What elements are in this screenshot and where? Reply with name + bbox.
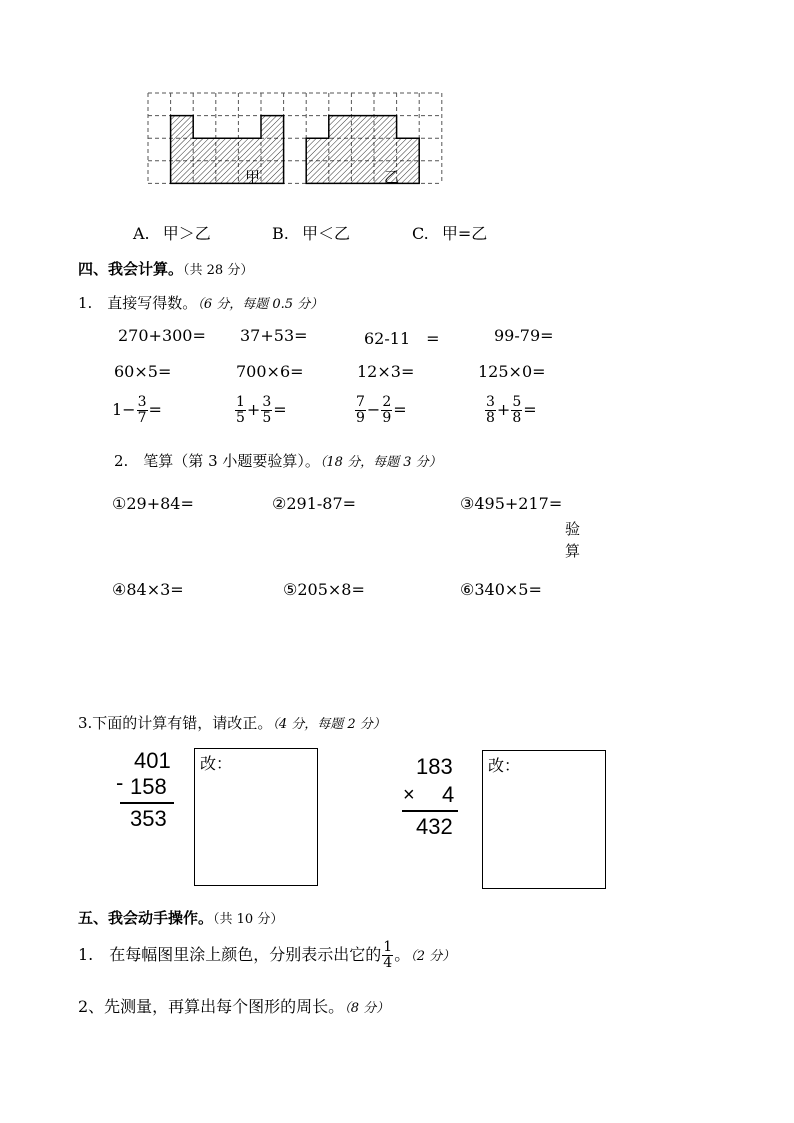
- fraction: [381, 395, 392, 426]
- s5-q2-note: （8 分）: [344, 1001, 390, 1016]
- area-comparison-figure: [140, 88, 450, 192]
- q3-heading: [78, 712, 386, 733]
- mental-1-4: 99-79=: [494, 326, 554, 345]
- mental-3-3: [354, 395, 407, 426]
- operator: −: [366, 400, 381, 419]
- section4-points: （共 28 分）: [183, 263, 254, 278]
- option-b-text: 甲＜乙: [301, 224, 350, 243]
- section5-title: 五、我会动手操作。: [78, 909, 214, 927]
- s5-q1-end: 。: [394, 945, 411, 964]
- mental-2-3: 12×3=: [357, 362, 415, 381]
- option-c-text: 甲=乙: [441, 224, 488, 243]
- option-a-letter: A.: [133, 224, 150, 243]
- wrong2-result: 432: [416, 814, 453, 839]
- mental-1-1: 270+300=: [118, 326, 206, 345]
- s5-q2-label: 2、先测量，再算出每个图形的周长。: [78, 997, 345, 1016]
- section5-points: （共 10 分）: [213, 912, 284, 927]
- numerator: 3: [486, 394, 495, 410]
- q1-label: 1. 直接写得数。: [78, 294, 198, 312]
- fix-box-1[interactable]: [194, 748, 318, 886]
- section5-heading: [78, 907, 283, 928]
- mental-2-4: 125×0=: [478, 362, 546, 381]
- mental-3-1: [112, 395, 162, 426]
- option-a-text: 甲＞乙: [162, 224, 211, 243]
- denominator: 7: [137, 410, 147, 426]
- s5-q1-note: （2 分）: [410, 949, 456, 964]
- fraction: [137, 395, 148, 426]
- q1-heading: [78, 292, 323, 313]
- wrong1-top: 401: [134, 748, 171, 773]
- denominator: 8: [486, 410, 495, 426]
- fix-box-2-label: 改：: [488, 756, 521, 775]
- equals-sign: =: [393, 400, 407, 419]
- numerator: 1: [236, 394, 245, 410]
- section4-title: 四、我会计算。: [78, 260, 184, 278]
- fraction: [235, 395, 246, 426]
- q2-note: （18 分，每题 3 分）: [319, 455, 442, 470]
- q1-note: （6 分，每题 0.5 分）: [197, 297, 324, 312]
- numerator: 7: [356, 394, 365, 410]
- numerator: 1: [383, 939, 393, 955]
- mental-1-3: 62-11 =: [364, 329, 440, 348]
- fraction: [355, 395, 366, 426]
- wrong1-bottom: 158: [130, 774, 167, 799]
- wrong1-result: 353: [130, 806, 167, 831]
- fix-box-2[interactable]: [482, 750, 606, 889]
- operator: +: [246, 400, 261, 419]
- mental-3-4: [484, 395, 537, 426]
- numerator: 3: [262, 394, 272, 410]
- fix-box-1-label: 改：: [200, 754, 233, 773]
- equals-sign: =: [273, 400, 287, 419]
- denominator: 4: [383, 955, 393, 971]
- shape-jia-label: 甲: [245, 168, 261, 186]
- wrong2-top: 183: [416, 754, 453, 779]
- wrong2-underline: [402, 810, 458, 812]
- q3-note: （4 分，每题 2 分）: [272, 717, 386, 732]
- option-a[interactable]: [133, 221, 211, 244]
- denominator: 9: [382, 410, 392, 426]
- numerator: 2: [382, 394, 392, 410]
- s5-q2: [78, 994, 389, 1017]
- q2-heading: [114, 450, 442, 471]
- shape-yi-label: 乙: [384, 168, 400, 186]
- option-c-letter: C.: [412, 224, 429, 243]
- mental-2-2: 700×6=: [236, 362, 304, 381]
- denominator: 5: [236, 410, 245, 426]
- wrong1-underline: [120, 802, 174, 804]
- written-calc-3: ③495+217=: [460, 494, 563, 513]
- section4-heading: [78, 258, 253, 279]
- wrong2-operator: ×: [403, 784, 415, 806]
- q2-label: 2. 笔算（第 3 小题要验算）。: [114, 452, 320, 470]
- shape-yi: [306, 116, 419, 184]
- wrong2-bottom: 4: [442, 782, 455, 807]
- s5-q1-label: 1. 在每幅图里涂上颜色，分别表示出它的: [78, 945, 382, 964]
- equals-sign: =: [523, 400, 537, 419]
- denominator: 9: [356, 410, 365, 426]
- mental-1-2: 37+53=: [240, 326, 308, 345]
- wrong1-operator: -: [116, 770, 124, 795]
- option-b-letter: B.: [272, 224, 289, 243]
- q3-label: 3.下面的计算有错，请改正。: [78, 714, 273, 732]
- fraction: [261, 395, 272, 426]
- numerator: 5: [512, 394, 522, 410]
- fraction-prefix: 1−: [112, 400, 136, 419]
- denominator: 5: [262, 410, 272, 426]
- written-calc-4: ④84×3=: [112, 580, 184, 599]
- check-label-2: 算: [565, 542, 581, 560]
- shape-jia: [171, 116, 284, 184]
- fraction: [485, 395, 496, 426]
- option-c[interactable]: [412, 221, 487, 244]
- mental-3-2: [234, 395, 287, 426]
- written-calc-5: ⑤205×8=: [283, 580, 365, 599]
- operator: +: [496, 400, 511, 419]
- denominator: 8: [512, 410, 522, 426]
- s5-q1: [78, 940, 455, 971]
- mental-2-1: 60×5=: [114, 362, 172, 381]
- numerator: 3: [137, 394, 147, 410]
- fraction: [382, 940, 393, 971]
- check-label-1: 验: [565, 520, 581, 538]
- option-b[interactable]: [272, 221, 350, 244]
- fraction: [511, 395, 522, 426]
- written-calc-6: ⑥340×5=: [460, 580, 542, 599]
- written-calc-1: ①29+84=: [112, 494, 194, 513]
- written-calc-2: ②291-87=: [272, 494, 357, 513]
- equals-sign: =: [148, 400, 162, 419]
